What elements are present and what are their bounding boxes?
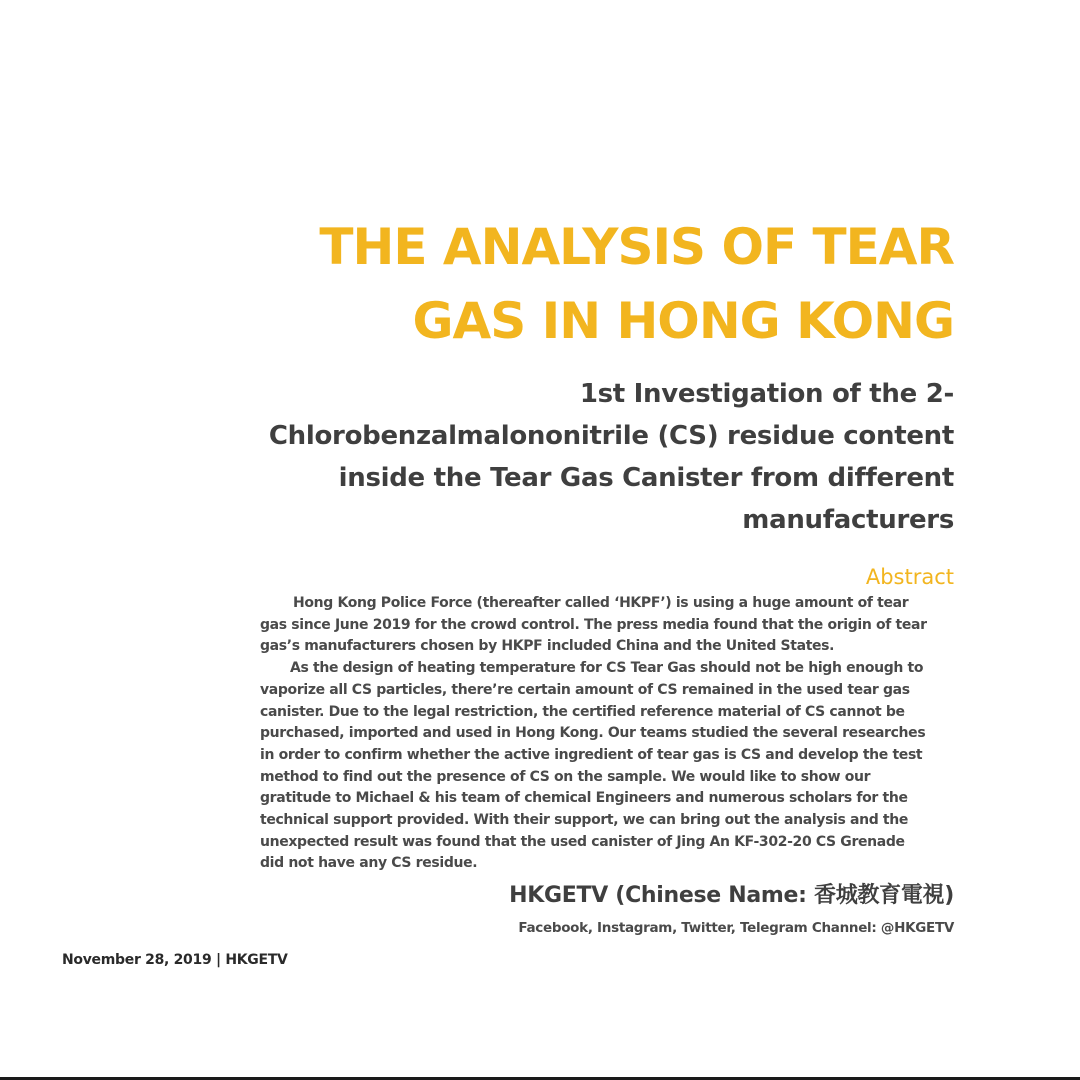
abstract-line: did not have any CS residue. xyxy=(260,855,478,872)
title-line: THE ANALYSIS OF TEAR xyxy=(319,218,954,276)
abstract-line: technical support provided. With their support, we can bring out the analysis and the xyxy=(260,812,909,829)
organization-name: HKGETV (Chinese Name: 香城教育電視) xyxy=(509,883,954,908)
abstract-body xyxy=(260,593,960,875)
abstract-line: unexpected result was found that the used canister of Jing An KF-302-20 CS Grenade xyxy=(260,833,905,850)
subtitle-line: manufacturers xyxy=(742,505,954,535)
abstract-line: vaporize all CS particles, there’re certain amount of CS remained in the used tear gas xyxy=(260,681,910,698)
subtitle-line: inside the Tear Gas Canister from different xyxy=(338,463,954,493)
abstract-line: As the design of heating temperature for CS Tear Gas should not be high enough to xyxy=(290,660,924,677)
abstract-line: Hong Kong Police Force (thereafter called ‘HKPF’) is using a huge amount of tear xyxy=(293,595,909,611)
subtitle-line: Chlorobenzalmalononitrile (CS) residue content xyxy=(268,421,954,451)
title-line: GAS IN HONG KONG xyxy=(412,292,954,350)
abstract-line: gas since June 2019 for the crowd control. The press media found that the origin of tear xyxy=(260,616,927,633)
document-title xyxy=(234,210,954,358)
social-channels: Facebook, Instagram, Twitter, Telegram Channel: @HKGETV xyxy=(518,920,954,936)
abstract-line: gas’s manufacturers chosen by HKPF included China and the United States. xyxy=(260,638,835,655)
abstract-line: canister. Due to the legal restriction, the certified reference material of CS cannot be xyxy=(260,703,905,720)
abstract-line: purchased, imported and used in Hong Kong. Our teams studied the several researches xyxy=(260,725,926,742)
abstract-line: in order to confirm whether the active ingredient of tear gas is CS and develop the test xyxy=(260,746,923,763)
subtitle-line: 1st Investigation of the 2- xyxy=(579,379,954,409)
abstract-line: gratitude to Michael & his team of chemical Engineers and numerous scholars for the xyxy=(260,790,908,807)
dateline: November 28, 2019 | HKGETV xyxy=(62,952,288,968)
abstract-line: method to find out the presence of CS on the sample. We would like to show our xyxy=(260,768,871,785)
abstract-heading: Abstract xyxy=(865,565,954,589)
document-subtitle xyxy=(234,373,954,541)
